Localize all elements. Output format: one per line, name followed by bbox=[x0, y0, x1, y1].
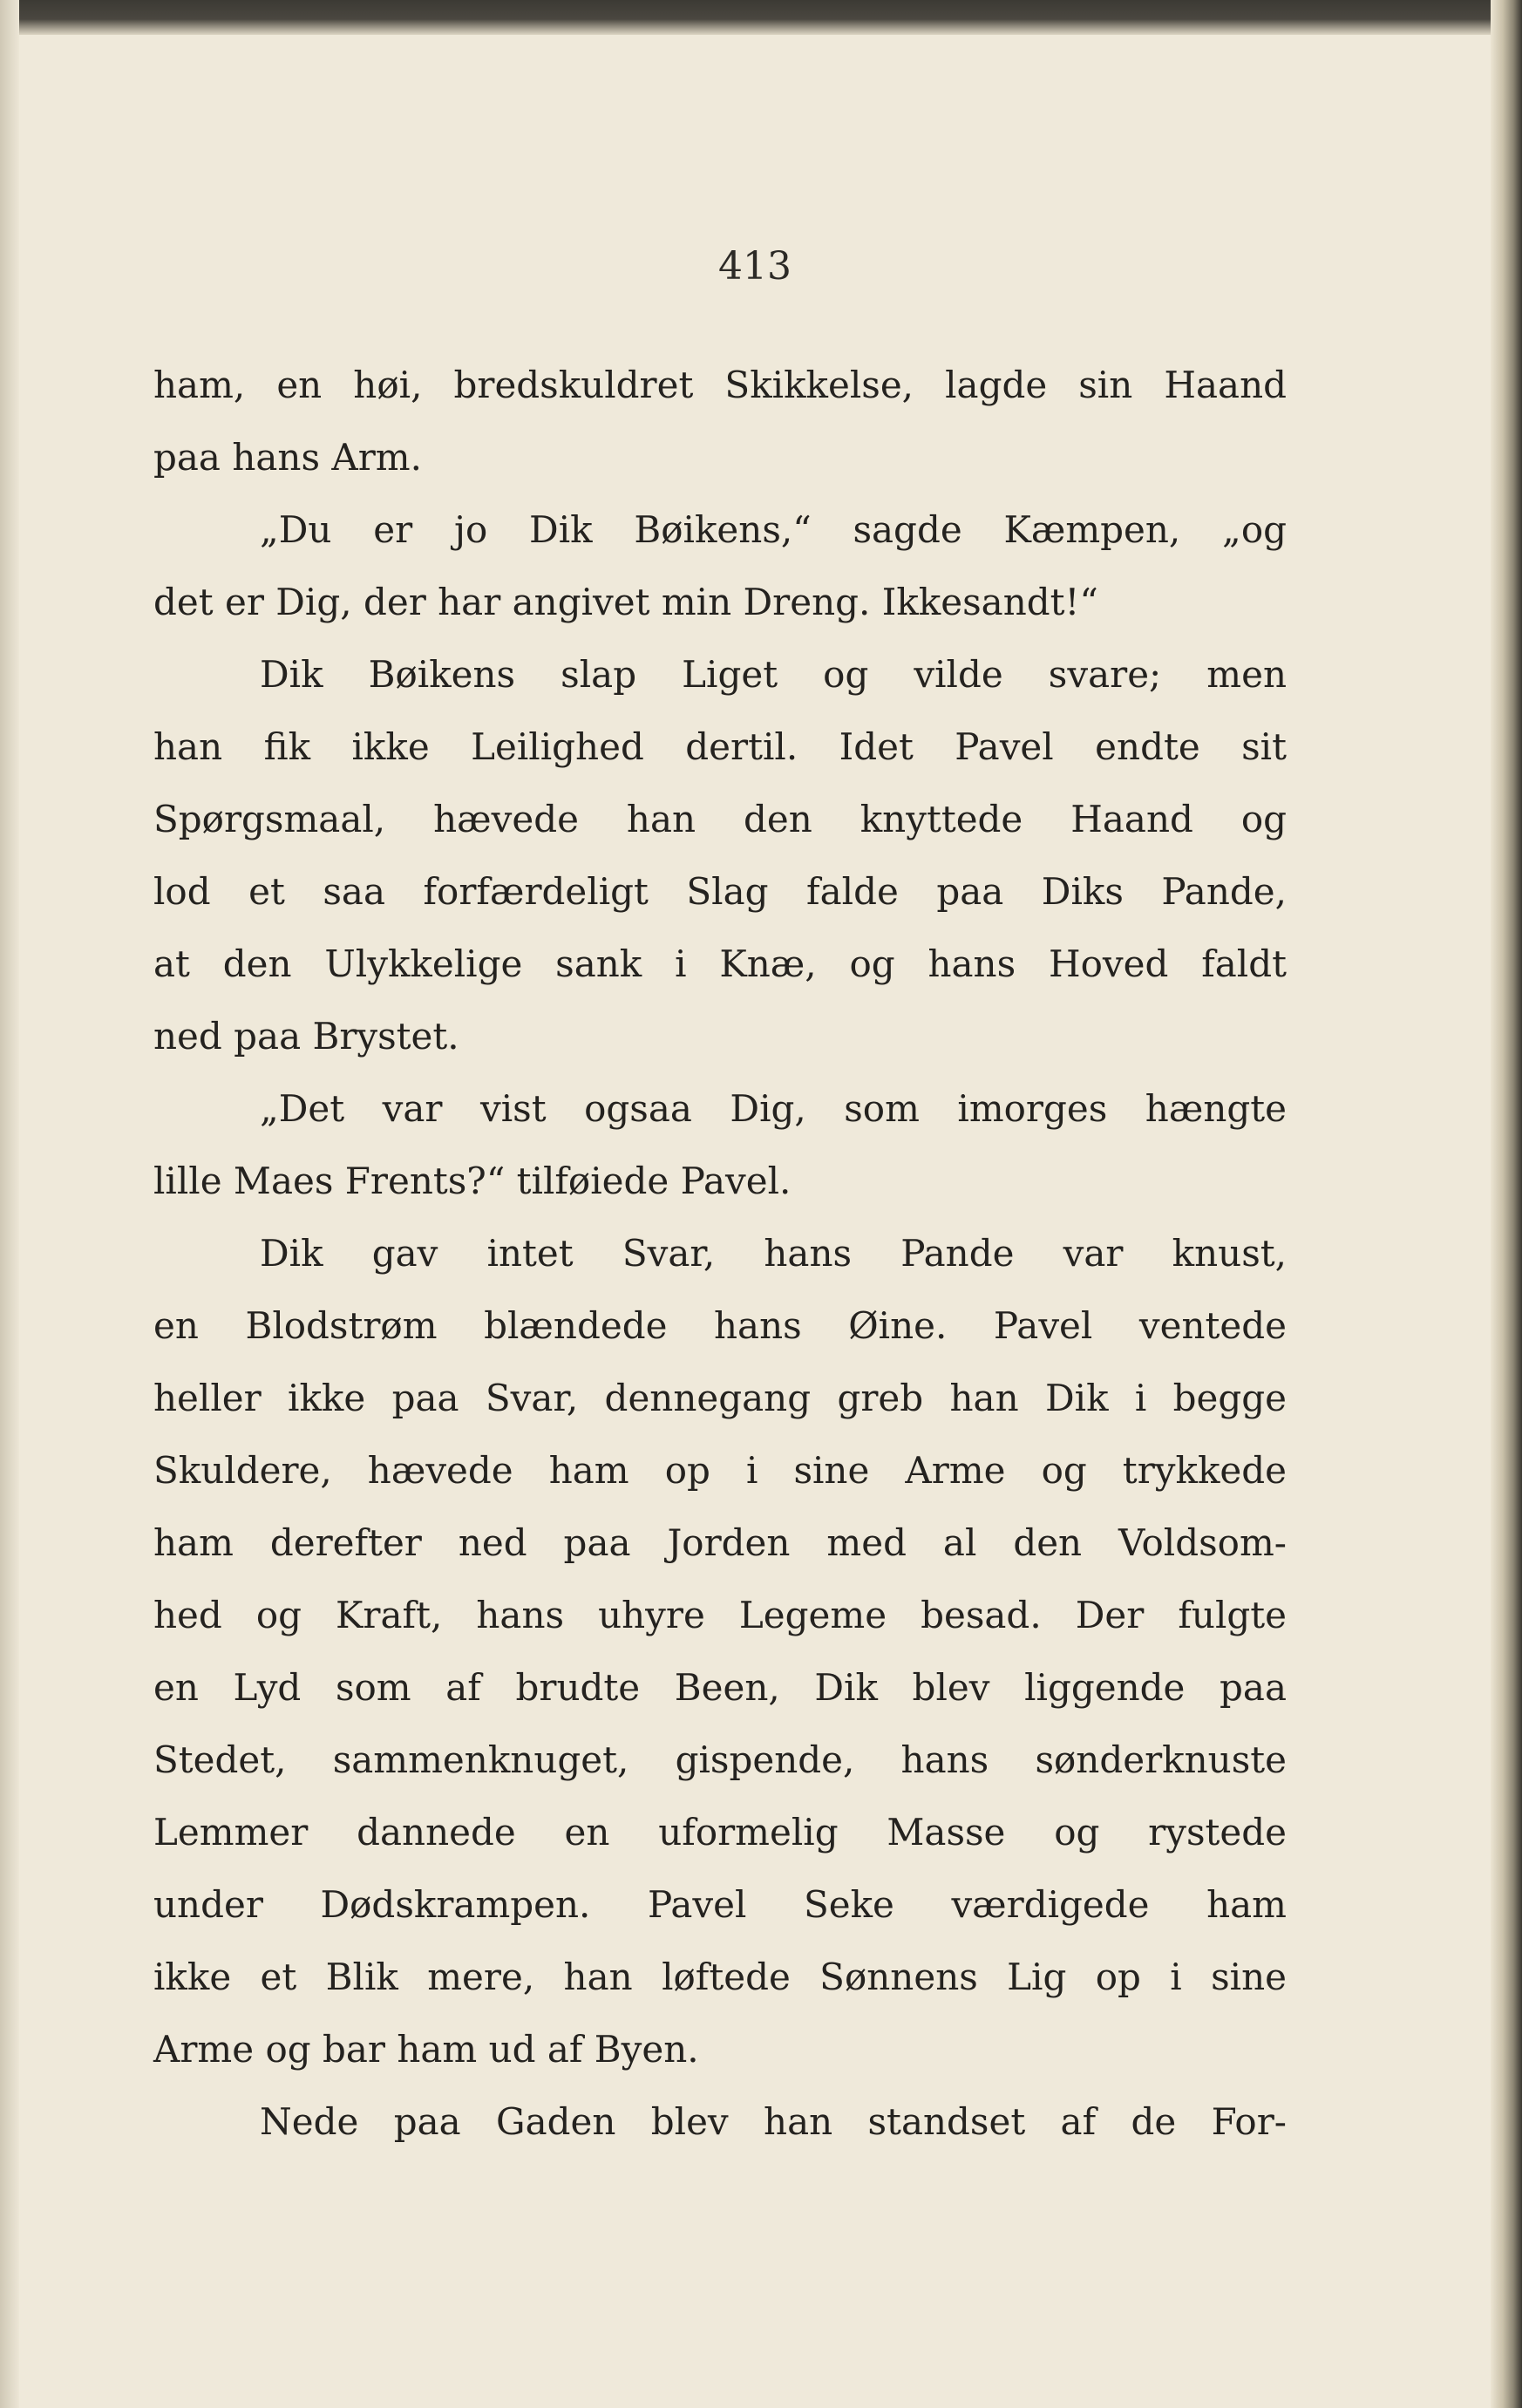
text-line: han fik ikke Leilighed dertil. Idet Pavel endte sit bbox=[153, 725, 1287, 768]
text-line: Spørgsmaal, hævede han den knyttede Haand og bbox=[153, 798, 1287, 840]
text-line: Nede paa Gaden blev han standset af de For- bbox=[260, 2100, 1287, 2143]
text-line: lille Maes Frents?“ tilføiede Pavel. bbox=[153, 1160, 792, 1202]
top-binding-edge bbox=[0, 0, 1522, 35]
text-line: Lemmer dannede en uformelig Masse og rystede bbox=[153, 1811, 1287, 1854]
text-line: paa hans Arm. bbox=[153, 436, 422, 479]
text-line: en Blodstrøm blændede hans Øine. Pavel ventede bbox=[153, 1304, 1287, 1347]
text-line: ham derefter ned paa Jorden med al den Voldsom- bbox=[153, 1521, 1287, 1564]
text-line: Stedet, sammenknuget, gispende, hans sønderknuste bbox=[153, 1738, 1287, 1781]
text-line: Dik Bøikens slap Liget og vilde svare; men bbox=[260, 653, 1287, 696]
body-text bbox=[153, 349, 1287, 2158]
text-line: hed og Kraft, hans uhyre Legeme besad. Der fulgte bbox=[153, 1594, 1287, 1636]
text-line: „Du er jo Dik Bøikens,“ sagde Kæmpen, „og bbox=[260, 508, 1287, 551]
text-line: ned paa Brystet. bbox=[153, 1015, 459, 1058]
text-line: det er Dig, der har angivet min Dreng. Ikkesandt!“ bbox=[153, 581, 1098, 623]
text-line: lod et saa forfærdeligt Slag falde paa Diks Pande, bbox=[153, 870, 1287, 913]
text-line: Dik gav intet Svar, hans Pande var knust, bbox=[260, 1232, 1287, 1275]
left-page-edge bbox=[0, 0, 19, 2408]
text-line: en Lyd som af brudte Been, Dik blev liggende paa bbox=[153, 1666, 1287, 1709]
text-line: under Dødskrampen. Pavel Seke værdigede ham bbox=[153, 1883, 1287, 1926]
text-line: heller ikke paa Svar, dennegang greb han Dik i begge bbox=[153, 1377, 1287, 1419]
text-line: Arme og bar ham ud af Byen. bbox=[153, 2028, 699, 2071]
text-line: at den Ulykkelige sank i Knæ, og hans Hoved faldt bbox=[153, 942, 1287, 985]
page-number: 413 bbox=[718, 244, 792, 289]
text-line: „Det var vist ogsaa Dig, som imorges hængte bbox=[260, 1087, 1287, 1130]
text-line: ikke et Blik mere, han løftede Sønnens Lig op i sine bbox=[153, 1956, 1287, 1998]
right-page-edge bbox=[1491, 0, 1522, 2408]
text-line: ham, en høi, bredskuldret Skikkelse, lagde sin Haand bbox=[153, 364, 1287, 406]
page-surface bbox=[19, 35, 1491, 2408]
text-line: Skuldere, hævede ham op i sine Arme og trykkede bbox=[153, 1449, 1287, 1492]
